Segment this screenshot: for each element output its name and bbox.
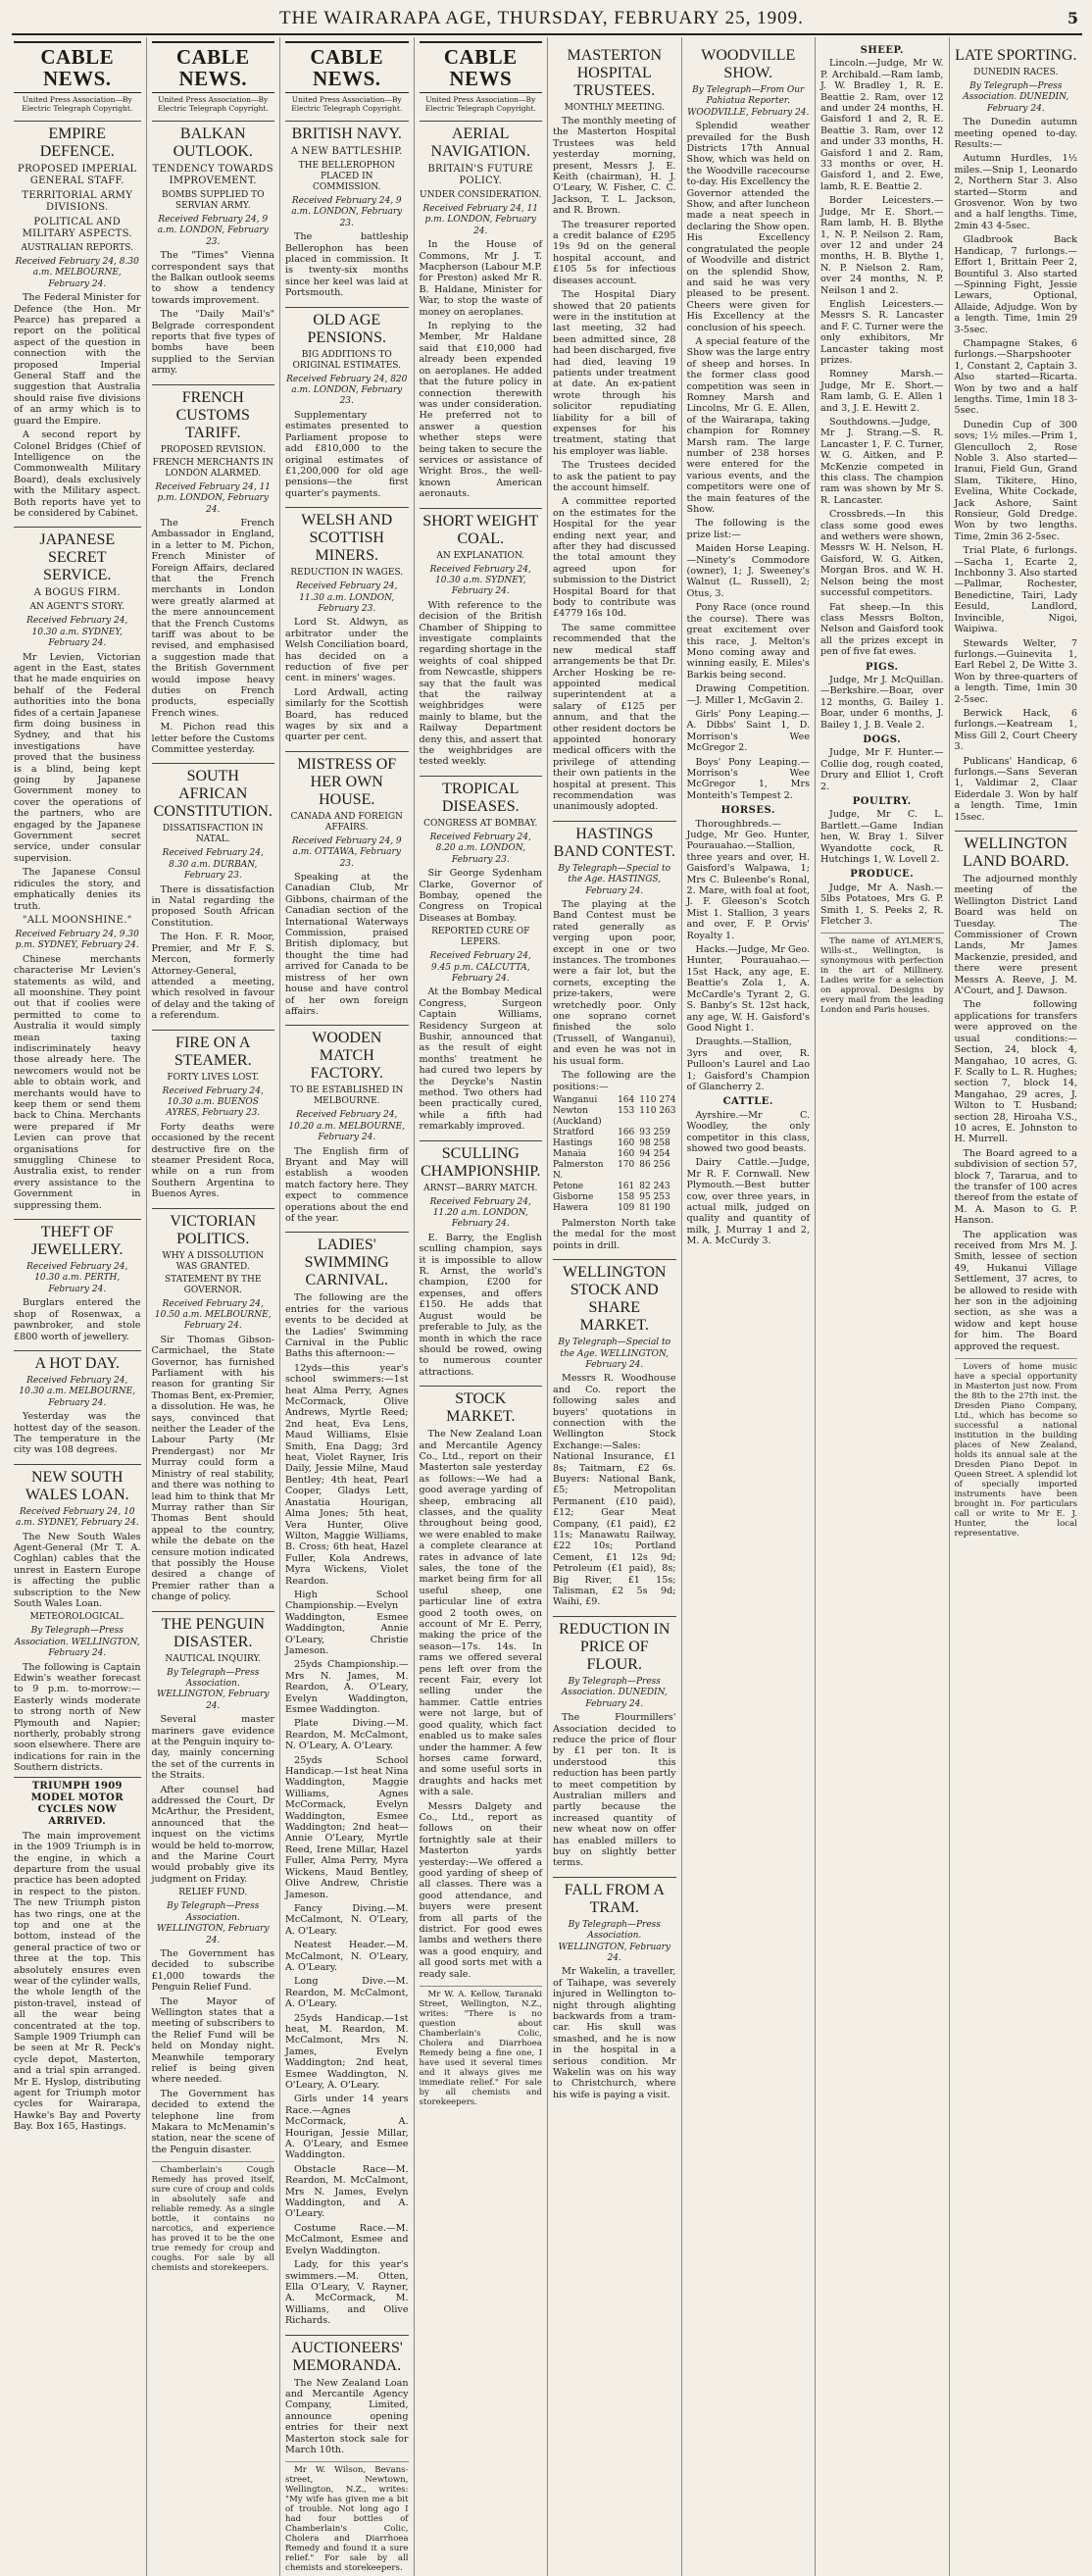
headline: FRENCH CUSTOMS TARIFF. <box>152 384 275 442</box>
dateline: Received February 24, 9 a.m. OTTAWA, February 23. <box>291 835 402 869</box>
table-cell-drill-total <box>639 1106 675 1128</box>
paragraph: 25yds Championship.—Mrs N. James, M. Reardon, A. O'Leary, Evelyn Waddington, Esmee Waddington. <box>285 1659 409 1715</box>
paragraph: A committee reported on the estimates for the Hospital for the year ending next year, and after they had discussed the total amount they agreed upon for submission to the District Hospital Board for that body to contribute was £4779 16s 10d. <box>553 496 676 620</box>
dateline: By Telegraph—Press Association. WELLINGTON, February 24. <box>14 1626 140 1659</box>
column-4 <box>414 37 548 2576</box>
dateline: By Telegraph—Press Association. WELLINGTON, February 24. <box>558 1919 670 1963</box>
headline: OLD AGE PENSIONS. <box>285 307 409 347</box>
dateline: By Telegraph—Press Association. DUNEDIN, February 24. <box>963 81 1069 114</box>
subheadline: TENDENCY TOWARDS IMPROVEMENT. <box>152 164 273 186</box>
subheadline: AUSTRALIAN REPORTS. <box>21 243 133 253</box>
paragraph: Judge, Mr A. Nash.—5lbs Potatoes, Mrs G. P. Smith 1, S. Peeks 2, R. Fletcher 3. <box>820 882 944 928</box>
paragraph: Several master mariners gave evidence at the Penguin inquiry to-day, mainly concerning the set of the currents in the Straits. <box>151 1714 274 1782</box>
table-cell-band: Palmerston N. <box>553 1159 604 1181</box>
headline: SOUTH AFRICAN CONSTITUTION. <box>152 763 275 821</box>
headline: FALL FROM A TRAM. <box>553 1877 676 1917</box>
table-cell-band: Hawera <box>553 1202 588 1213</box>
subheadline: METEOROLOGICAL. <box>29 1612 124 1623</box>
dateline: Received February 24, 10.30 a.m. SYDNEY, February 24. <box>26 616 128 649</box>
subheadline: A BOGUS FIRM. <box>33 587 121 599</box>
section-label: PRODUCE. <box>850 869 915 881</box>
paragraph: Stewards Welter, 7 furlongs.—Guinevita 1, Earl Rebel 2, De Witte 3. Won by three-quarters of a length. Time, 1min 30 2-5sec. <box>954 637 1077 705</box>
press-credit: United Press Association—By Electric Telegraph Copyright. <box>424 95 536 113</box>
dateline: Received February 24, 8.30 a.m. DURBAN, February 23. <box>162 848 264 882</box>
paragraph: Fat sheep.—In this class Messrs Bolton, Nelson and Gaisford took all the prizes except in pen of five fat ewes. <box>820 601 944 658</box>
paragraph: The application was received from Mrs M. J. Smith, lessee of section 49, Hukanui Village Settlement, 37 acres, to be allowed to reside with her son in the adjoining section, as she was a widow and kept house for him. The Board approved the request. <box>954 1229 1077 1352</box>
paragraph: Border Leicesters.—Judge, Mr E. Short.—Ram lamb, H. B. Blythe 1, N. P. Neilson 2. Ram, over 12 and under 24 months, H. B. Blythe 1, N. P. Nielson 2. Ram, over 24 months, N. P. Neilson 1 and 2. <box>820 195 944 296</box>
paragraph: English Leicesters.—Messrs S. R. Lancaster and F. C. Turner were the only exhibitors, Mr Lancaster taking most prizes. <box>820 298 944 366</box>
paragraph: 25yds School Handicap.—1st heat Nina Waddington, Maggie Williams, Agnes McCormack, Evelyn Waddington, Esmee Waddington; 2nd heat—Annie O'Leary, Myrtle Reed, Irene Millar, Hazel Fuller, Alma Perry, Myra Wickens, Maud Bentley, Olive Andrew, Christie Jameson. <box>285 1754 409 1900</box>
subheadline: CANADA AND FOREIGN AFFAIRS. <box>290 811 403 833</box>
paragraph: Ayrshire.—Mr C. Woodley, the only competitor in this class, showed two good beasts. <box>686 1109 810 1154</box>
dateline: Received February 24, 10.20 a.m. MELBOURNE, February 24. <box>288 1110 406 1143</box>
paragraph: The French Ambassador in England, in a letter to M. Pichon, French Minister of Foreign Affairs, declared that the French merchants in London were greatly alarmed at the mere announcement that the French Customs tariff was about to be revised, and emphasised a suggestion made that the British Government would impose heavy duties on French products, especially French wines. <box>151 517 274 719</box>
headline: HASTINGS BAND CONTEST. <box>553 821 676 861</box>
paragraph: Burglars entered the shop of Rosenwax, a pawnbroker, and stole £800 worth of jewellery. <box>14 1297 141 1342</box>
paragraph: The battleship Bellerophon has been placed in commission. It is twenty-six months since her keel was laid at Portsmouth. <box>285 231 409 299</box>
dateline: Received February 24, 10.30 a.m. MELBOURNE, February 24. <box>19 1375 136 1408</box>
headline: WOODVILLE SHOW. <box>701 47 796 81</box>
paragraph: Judge, Mr C. L. Bartlett.—Game Indian hen, W. Bray 1. Silver Wyandotte cock, R. Hutchings 1, W. Lovell 2. <box>820 809 944 866</box>
paragraph: The following is Captain Edwin's weather forecast to 9 p.m. to-morrow:—Easterly winds moderate to strong north of New Plymouth and Napier; northerly, probably strong soon elsewhere. There are indications for rain in the Southern districts. <box>14 1661 141 1774</box>
paragraph: The Government has decided to extend the telephone line from Makara to McMenamin's station, near the scene of the Penguin disaster. <box>151 2088 274 2155</box>
paragraph: Pony Race (once round the course). There was great excitement over this race, J. Melton's Mono coming away and winning easily, E. Miles's Barkis being second. <box>686 602 810 681</box>
table-cell-band: Manaia <box>553 1148 586 1159</box>
paragraph: Judge, Mr F. Hunter.—Collie dog, rough coated, Drury and Elliot 1, Croft 2. <box>820 747 944 792</box>
paragraph: Mr Levien, Victorian agent in the East, states that he made enquiries on behalf of the Federal authorities into the bona fides of a certain Japanese firm doing business in Sydney, and that his investigations have proved that the business is a blind, being kept going by Japanese Government money to cover the operations of the partners, who are engaged by the Japanese Government secret service, under consular supervision. <box>14 651 141 864</box>
paragraph: 12yds—this year's school swimmers:—1st heat Alma Perry, Agnes McCormack, Olive Andrews, Myrtle Reed; 2nd heat, Eva Lens, Maud Williams, Elsie Smith, Ena Dagg; 3rd heat, Violet Rayner, Iris Daily, Jessie Milne, Maud Bentley; 4th heat, Pearl Cooper, Gladys Lett, Anastatia Hourigan, Alma Jones; 5th heat, Vera Hunter, Olive Wilton, Maggie Williams, B. Cross; 6th heat, Hazel Fuller, Kola Andrews, Myra Wickens, Violet Reardon. <box>285 1362 409 1587</box>
paragraph: Sir George Sydenham Clarke, Governor of Bombay, opened the Congress on Tropical Diseases at Bombay. <box>419 868 542 924</box>
column-6 <box>681 37 816 2576</box>
paragraph: Trial Plate, 6 furlongs.—Sacha 1, Ecarte 2, Inchbonny 3. Also started—Pallmar, Rochester, Benedictine, Tairi, Lady Eesuld, Landlord, Invincible, Nigoi, Waipiwa. <box>954 545 1077 635</box>
subheadline: A NEW BATTLESHIP. <box>290 146 403 157</box>
paragraph: 25yds Handicap.—1st heat, M. Reardon, M. McCalmont, Mrs N. James, Evelyn Waddington; 2nd heat, Esmee Waddington, N. O'Leary, A. O'Leary. <box>285 2012 409 2091</box>
table-cell-points: 109 <box>618 1202 635 1213</box>
paragraph: Dairy Cattle.—Judge, Mr R. F. Cornwall. New Plymouth.—Best butter cow, over three years, in actual milk, judged on quality and quantity of milk, J. Murray 1 and 2, M. A. McCurdy 3. <box>686 1157 810 1247</box>
press-credit: United Press Association—By Electric Telegraph Copyright. <box>22 95 133 113</box>
paragraph: In replying to the Member, Mr Haldane said that £10,000 had already been expended on aeroplanes. He added that the future policy in connection therewith was under consideration. He preferred not to answer a question whether steps were being taken to secure the services or assistance of Wright Bros., the well-known American aeronauts. <box>419 321 542 500</box>
section-banner: CABLE NEWS. <box>152 41 275 93</box>
table-cell-points: 158 <box>618 1191 635 1202</box>
subheadline: AN EXPLANATION. <box>436 550 525 561</box>
paragraph: The following is the prize list:— <box>686 518 810 540</box>
paragraph: With reference to the decision of the British Chamber of Shipping to investigate complaints regarding shortage in the weights of coal shipped from Newcastle, shippers say that the fault was that the railway weighbridges were mainly to blame, but the Railway Department deny this, and assert that the weighbridges are tested weekly. <box>419 599 542 768</box>
subheadline: DUNEDIN RACES. <box>973 68 1059 77</box>
table-cell-total: 274 <box>659 1094 676 1105</box>
paragraph: Champagne Stakes, 6 furlongs.—Sharpshooter 1, Constant 2, Captain 3. Also started—Ricarta. Won by two and a half lengths. Time, 1min 18 3-5sec. <box>954 337 1077 417</box>
masthead <box>12 8 1082 35</box>
paragraph: After counsel had addressed the Court, Dr McArthur, the President, announced that the inquest on the victims would be held to-morrow, and the Marine Court would probably give its judgment on Friday. <box>151 1784 274 1885</box>
table-cell-band: Newton (Auckland) <box>553 1105 602 1127</box>
headline: WELSH AND SCOTTISH MINERS. <box>285 507 409 565</box>
section-label: PIGS. <box>865 661 899 673</box>
subheadline: "ALL MOONSHINE." <box>22 914 132 926</box>
paragraph: Crossbreds.—In this class some good ewes and wethers were shown, Messrs W. H. Nelson, H. Gaisford, W. G. Aitken, Morgan Bros. and W. H. Nelson being the most successful competitors. <box>820 509 944 599</box>
dateline: Received February 24, 9.30 p.m. SYDNEY, February 24. <box>15 929 139 951</box>
subheadline: NAUTICAL INQUIRY. <box>165 1653 262 1664</box>
headline: TRIUMPH 1909 MODEL MOTOR CYCLES NOW ARRIVED. <box>14 1777 141 1828</box>
headline: JAPANESE SECRET SERVICE. <box>14 527 141 584</box>
paragraph: Drawing Competition.—J. Miller 1, McGavin 2. <box>686 683 810 706</box>
paragraph: The Trustees decided to ask the patient to pay the account himself. <box>553 460 676 493</box>
dateline: Received February 24, 8.20 a.m. LONDON, February 23. <box>429 832 531 865</box>
table-cell-total: 259 <box>653 1127 670 1137</box>
table-cell-drill: 94 <box>639 1148 651 1159</box>
table-cell-drill: 110 <box>639 1105 657 1116</box>
paragraph: The Japanese Consul ridicules the story, and emphatically denies its truth. <box>14 867 141 912</box>
table-cell-drill-total <box>639 1138 675 1149</box>
subheadline: UNDER CONSIDERATION. <box>420 190 542 200</box>
paragraph: The monthly meeting of the Masterton Hospital Trustees was held yesterday morning, present, Messrs J. E. Keith (chairman), H. J. O'Leary, W. Fisher, C. C. Jackson, T. L. Jackson, and R. Brown. <box>553 116 676 217</box>
table-cell-drill-total <box>639 1095 675 1106</box>
table-cell-drill: 93 <box>639 1127 651 1137</box>
table-cell-points: 170 <box>618 1159 635 1170</box>
dateline: By Telegraph—From Our Pahiatua Reporter. WOODVILLE, February 24. <box>687 85 810 118</box>
paragraph: Berwick Hack, 6 furlongs.—Keatream 1, Miss Gill 2, Court Cheery 3. <box>954 707 1077 753</box>
paragraph: The main improvement in the 1909 Triumph is in the engine, in which a departure from the usual practice has been adopted in respect to the piston. The new Triumph piston has two rings, one at the top and one at the bottom, instead of the general practice of two or three at the top. This absolutely ensures even wear of the cylinder walls, the whole length of the piston-travel, instead of all the wear being concentrated at the top. Sample 1909 Triumph can be seen at Mr R. Peck's cycle depot, Masterton, and a trial spin arranged. Mr E. Hyslop, distributing agent for Triumph motor cycles for Wairarapa, Hawke's Bay and Poverty Bay. Box 165, Hastings. <box>14 1830 141 2133</box>
dateline: By Telegraph—Special to the Age. WELLINGTON, February 24. <box>558 1338 671 1370</box>
table-cell-band: Petone <box>553 1181 584 1191</box>
paragraph: The "Daily Mail's" Belgrade correspondent reports that five types of bombs have been supplied to the Servian army. <box>151 309 274 377</box>
section-label: SHEEP. <box>860 45 904 56</box>
paragraph: The English firm of Bryant and May will establish a wooden match factory here. They expect to commence operations about the end of the year. <box>285 1145 409 1224</box>
paragraph: The Dunedin autumn meeting opened to-day. Results:— <box>954 117 1077 151</box>
paragraph: Girls under 14 years Race.—Agnes McCormack, A. Hourigan, Jessie Millar, A. O'Leary, and Esmee Waddington. <box>285 2094 409 2161</box>
paragraph: Messrs R. Woodhouse and Co. report the following sales and buyers' quotations in connection with the Wellington Stock Exchange:—Sales: National Insurance, £1 8s; Taitmarn, £2 6s. Buyers: National Bank, £5; Metropolitan Permanent (£10 paid), £12; Gear Meat Company, (£1 paid), £2 11s; Manawatu Railway, £22 10s; Portland Cement, £1 12s 9d; Petroleum (£1 paid), 8s; Big River, £1 15s; Talisman, £2 5s 9d; Waihi, £9. <box>553 1373 676 1608</box>
paragraph: In the House of Commons, Mr J. T. Macpherson (Labour M.P. for Preston) asked Mr R. B. Haldane, Minister for War, to stop the waste of money on aeroplanes. <box>419 239 542 318</box>
table-cell-total: 258 <box>653 1137 670 1148</box>
paragraph: Publicans' Handicap, 6 furlongs.—Sans Severan 1, Valdimar 2, Claar Eiderdale 3. Won by half a length. Time, 1min 15sec. <box>954 755 1077 823</box>
subheadline: FORTY LIVES LOST. <box>167 1072 260 1083</box>
paragraph: Mr Wakelin, a traveller, of Taihape, was severely injured in Wellington to-night through alighting backwards from a tram-car. His skull was smashed, and he is now in the hospital in a serious condition. Mr Wakelin was on his way to Christchurch, where his wife is paying a visit. <box>553 1966 676 2100</box>
paragraph: Neatest Header.—M. McCalmont, N. O'Leary, A. O'Leary. <box>285 1940 409 1973</box>
dateline: Received February 24, 9.45 p.m. CALCUTTA, February 24. <box>429 951 531 984</box>
paragraph: A special feature of the Show was the large entry of sheep and horses. In the former class good competition was seen in Romney Marsh and Lincolns, Mr G. E. Allen, of the Wairarapa, taking champion for Romney Marsh ram. The large number of 238 horses were entered for the various events, and the competitors were one of the main features of the Show. <box>686 335 810 516</box>
paragraph: Sir Thomas Gibson-Carmichael, the State Governor, has furnished Parliament with his reason for granting Sir Thomas Bent, ex-Premier, a dissolution. He was, he says, convinced that neither the Leader of the Labour Party (Mr Prendergast) nor Mr Murray could form a Ministry of real stability, and there was nothing to lead him to think that Mr Murray rather than Sir Thomas Bent should appeal to the country, while the debate on the censure motion indicated that possibly the House desired a change of Premier rather than a change of policy. <box>151 1334 274 1603</box>
headline: A HOT DAY. <box>14 1350 141 1373</box>
paragraph: The Government has decided to subscribe £1,000 towards the Penguin Relief Fund. <box>151 1947 274 1994</box>
paragraph: The following are the positions:— <box>553 1070 676 1092</box>
table-cell-points: 166 <box>618 1127 635 1137</box>
paragraph: The New Zealand Loan and Mercantile Agency Company, Limited, announce opening entries for their next Masterton stock sale for March 10th. <box>285 2377 409 2455</box>
section-banner: CABLE NEWS <box>420 41 543 93</box>
dateline: Received February 24, 9 a.m. LONDON, February 23. <box>291 196 403 228</box>
paragraph: The treasurer reported a credit balance of £295 19s 9d on the general hospital account, and £105 5s for infectious diseases account. <box>553 219 676 286</box>
headline: WELLINGTON STOCK AND SHARE MARKET. <box>553 1259 676 1335</box>
paragraph: Plate Diving.—M. Reardon, M. McCalmont, N. O'Leary, A. O'Leary. <box>285 1718 409 1752</box>
table-cell-band: Wanganui <box>553 1094 598 1105</box>
paragraph: Messrs Dalgety and Co., Ltd., report as follows on their fortnightly sale at their Masterton yards yesterday:—We offered a good yarding of sheep of all classes. There was a good attendance, and buyers were present from all parts of the district. For good ewes lambs and wethers there was a good enquiry, and all good sorts met with a ready sale. <box>419 1800 542 1980</box>
dateline: Received February 24, 11 p.m. LONDON, February 24. <box>422 204 539 236</box>
subheadline: BIG ADDITIONS TO ORIGINAL ESTIMATES. <box>292 349 401 371</box>
table-cell-points: 161 <box>618 1181 635 1191</box>
headline: FIRE ON A STEAMER. <box>152 1030 275 1070</box>
table-cell-drill-total <box>639 1128 675 1138</box>
subheadline: TO BE ESTABLISHED IN MELBOURNE. <box>290 1086 404 1107</box>
subheadline: AN AGENT'S STORY. <box>29 602 125 613</box>
headline: EMPIRE DEFENCE. <box>14 121 141 161</box>
subheadline: DISSATISFACTION IN NATAL. <box>162 824 264 845</box>
paragraph: There is dissatisfaction in Natal regarding the proposed South African Constitution. <box>151 884 274 929</box>
advertisement: The name of AYLMER'S, Wills-st., Wellington, is synonymous with perfection in the art of Millinery. Ladies write for a selection on approval. Designs by every mail from the leading London and Paris houses. <box>820 933 944 1015</box>
paragraph: The New South Wales Agent-General (Mr T. A. Coghlan) cables that the unrest in Eastern Europe is affecting the public subscription to the New South Wales Loan. <box>14 1531 141 1609</box>
paragraph: Dunedin Cup of 300 sovs; 1½ miles.—Prim 1, Glenculloch 2, Rose Noble 3. Also started—Iranui, Field Gun, Grand Slam, Tikitere, Hino, Evelina, White Cockade, Jack Ashore, Saint Ronsieur, Gold Dredge. Won by two lengths. Time, 2min 36 2-5sec. <box>954 419 1077 542</box>
headline: STOCK MARKET. <box>420 1386 543 1426</box>
press-credit: United Press Association—By Electric Telegraph Copyright. <box>157 95 269 113</box>
headline: BALKAN OUTLOOK. <box>152 121 275 161</box>
section-label: HORSES. <box>720 805 775 817</box>
table-cell-points: 160 <box>618 1148 635 1159</box>
dateline: By Telegraph—Press Association. DUNEDIN, February 24. <box>561 1676 668 1709</box>
section-banner: CABLE NEWS. <box>14 41 141 93</box>
dateline: Received February 24, 10 a.m. SYDNEY, February 24. <box>15 1506 139 1529</box>
column-7 <box>815 37 949 2576</box>
section-label: POULTRY. <box>852 796 912 807</box>
section-label: CATTLE. <box>722 1096 773 1108</box>
dateline: By Telegraph—Press Association. WELLINGTON, February 24. <box>157 1667 270 1711</box>
paragraph: Autumn Hurdles, 1½ miles.—Snip 1, Leonardo 2, Northern Star 3. Also started—Storm and Grosvenor. Won by two and a half lengths. Time, 2min 43 4-5sec. <box>954 153 1077 231</box>
subheadline: POLITICAL AND MILITARY ASPECTS. <box>22 217 132 239</box>
subheadline: RELIEF FUND. <box>178 1888 248 1898</box>
table-cell-total: 256 <box>653 1159 670 1170</box>
paragraph: Romney Marsh.—Judge, Mr E. Short.—Ram lamb, G. E. Allen 1 and 3, J. E. Hewitt 2. <box>820 369 944 414</box>
advertisement: Lovers of home music have a special opportunity in Masterton just now. From the 8th to the 27th inst. the Dresden Piano Company, Ltd., which has become so successful a national institution in the building places of New Zealand, holds its annual sale at the Dresden Piano Depot in Queen Street. A splendid lot of specially imported instruments have been brought in. For particulars call or write to Mr E. J. Hunter, the local representative. <box>955 1358 1078 1539</box>
headline: WELLINGTON LAND BOARD. <box>955 831 1078 871</box>
subheadline: BRITAIN'S FUTURE POLICY. <box>427 164 534 186</box>
paragraph: Hacks.—Judge, Mr Geo. Hunter, Pourauahao.—15st Hack, any age, E. Beattie's Zola 1, A. McCardle's Tyrant 2, G. S. Banby's St. 12st hack, any age, W. H. Gaisford's Good Night 1. <box>686 944 810 1034</box>
table-cell-drill-total <box>639 1203 675 1214</box>
dateline: Received February 24, 11 p.m. LONDON, February 24. <box>155 481 272 515</box>
paragraph: Splendid weather prevailed for the Bush Districts 17th Annual Show, which was held on the Woodville racecourse to-day. His Excellency the Governor attended the Show, and after luncheon made a neat speech in declaring the Show open. His Excellency congratulated the people of Woodville and district on the splendid Show, and said he was very pleased to be present. Cheers were given for His Excellency at the conclusion of his speech. <box>686 121 810 333</box>
paragraph: Chinese merchants characterise Mr Levien's statements as wild, and all moonshine. They point out that if coolies were permitted to come to Australia it would simply mean taxing indiscriminately heavy those already here. The newcomers would not be able to obtain work, and merchants would have to keep them or send them back to China. Merchants were prepared if Mr Levien can prove that organisations for smuggling Chinese to Australia exist, to render every assistance to the Government in suppressing them. <box>14 953 141 1211</box>
paragraph: Costume Race.—M. McCalmont, Esmee and Evelyn Waddington. <box>285 2222 409 2256</box>
paragraph: The Flourmillers' Association decided to reduce the price of flour by £1 per ton. It is understood this reduction has been partly to meet competition by Australian millers and partly because the increased quantity of new wheat now on offer has enabled millers to buy on slightly better terms. <box>553 1712 676 1869</box>
table-cell-drill-total <box>639 1149 675 1160</box>
paragraph: Palmerston North take the medal for the most points in drill. <box>553 1217 676 1251</box>
headline: AERIAL NAVIGATION. <box>420 121 543 161</box>
masthead-title: THE WAIRARAPA AGE, THURSDAY, FEBRUARY 25, 1909. <box>279 8 804 28</box>
paragraph: Lincoln.—Judge, Mr W. P. Archibald.—Ram lamb, J. W. Bradley 1, R. E. Beattie 2. Ram, over 12 and under 24 months, H. Gaisford 1 and 2, R. E. Beattie 3. Ram, over 12 and under 33 months, H. Gaisford 1 and 2. Ram, 33 months or over, H. Gaisford 1, and 2. Ewe, lamb, R. E. Beattie 2. <box>820 58 944 192</box>
table-cell-drill: 110 <box>639 1094 657 1105</box>
column-2 <box>146 37 280 2576</box>
paragraph: The Board agreed to a subdivision of section 57, block 7, Tararua, and to the transfer of 100 acres thereof from the estate of M. A. Mason to G. P. Hanson. <box>954 1147 1077 1227</box>
table-cell-band: Stratford <box>553 1127 594 1137</box>
paragraph: Long Dive.—M. Reardon, M. McCalmont, A. O'Leary. <box>285 1976 409 2010</box>
headline: MISTRESS OF HER OWN HOUSE. <box>285 751 409 809</box>
table-cell-drill: 86 <box>639 1159 651 1170</box>
subheadline: PROPOSED IMPERIAL GENERAL STAFF. <box>18 164 137 186</box>
table-cell-total: 254 <box>653 1148 670 1159</box>
subheadline: FRENCH MERCHANTS IN LONDON ALARMED. <box>152 457 273 479</box>
dateline: Received February 24, 10.30 a.m. SYDNEY, February 24. <box>429 564 531 597</box>
table-cell-drill-total <box>639 1182 675 1192</box>
subheadline: TERRITORIAL ARMY DIVISIONS. <box>22 190 133 213</box>
table-cell-points: 153 <box>618 1105 635 1116</box>
headline: BRITISH NAVY. <box>285 121 409 143</box>
paragraph: Lord St. Aldwyn, as arbitrator under the Welsh Conciliation board, has decided on a reduction of five per cent. in miners' wages. <box>285 617 409 684</box>
paragraph: Maiden Horse Leaping.—Ninety's Commodore (owner), 1; J. Sweeney's Walnut (L. Russell), 2; Otus, 3. <box>686 543 810 599</box>
paragraph: Obstacle Race—M. Reardon, M. McCalmont, Mrs N. James, Evelyn Waddington, and A. O'Leary. <box>285 2163 409 2220</box>
paragraph: The adjourned monthly meeting of the Wellington District Land Board was held on Tuesday. The Commissioner of Crown Lands, Mr James Mackenzie, presided, and there were present Messrs A. Reeve, J. M. A'Court, and J. Dawson. <box>954 874 1077 997</box>
paragraph: Lady, for this year's swimmers.—M. Otten, Ella O'Leary, V. Rayner, A. McCormack, M. Williams, and Olive Richards. <box>285 2259 409 2327</box>
subheadline: PROPOSED REVISION. <box>160 444 266 455</box>
paragraph: M. Pichon read this letter before the Customs Committee yesterday. <box>151 722 274 756</box>
table-cell-drill: 98 <box>639 1137 651 1148</box>
subheadline: BOMBS SUPPLIED TO SERVIAN ARMY. <box>162 190 265 211</box>
paragraph: The Hon. F. R. Moor, Premier, and Mr F. S. Mercon, formerly Attorney-General, attended a meeting, which resolved in favour of delay and the taking of a referendum. <box>151 932 274 1022</box>
table-cell-total: 243 <box>653 1181 670 1191</box>
headline: THEFT OF JEWELLERY. <box>14 1219 141 1259</box>
subheadline: REDUCTION IN WAGES. <box>290 568 404 579</box>
paragraph: Gladbrook Back Handicap, 7 furlongs.—Effort 1, Brittain Peer 2, Bountiful 3. Also started—Spinning Fight, Jessie Lewars, Optional, Allaide, Adjudge. Won by a length. Time, 1min 29 3-5sec. <box>954 234 1077 335</box>
table-cell-points: 160 <box>618 1137 635 1148</box>
dateline: Received February 24, 9 a.m. LONDON, February 23. <box>157 215 269 247</box>
subheadline: MONTHLY MEETING. <box>564 103 665 113</box>
subheadline: WHY A DISSOLUTION WAS GRANTED. <box>162 1250 264 1272</box>
headline: SHORT WEIGHT COAL. <box>420 508 543 548</box>
paragraph: Boys' Pony Leaping.—Morrison's Wee McGregor 1, Mrs Monteith's Tempest 2. <box>686 756 810 801</box>
dateline: Received February 24, 8.30 a.m. MELBOURNE, February 24. <box>15 257 139 289</box>
table-cell-drill: 82 <box>639 1181 651 1191</box>
results-table <box>553 1095 676 1214</box>
table-cell-total: 263 <box>659 1105 676 1116</box>
paragraph: Thoroughbreds.—Judge, Mr Geo. Hunter, Pourauahao.—Stallion, three years and over, H. Gaisford's Walpawa, 1; Mrs C. Buleenbe's Ronal, 2. Mare, with foal at foot, J. F. Gleeson's Scotch Mist 1. Stallion, 3 years and over, F. P. Orvis' Royalty 1. <box>686 818 810 941</box>
headline: REDUCTION IN PRICE OF FLOUR. <box>553 1616 676 1674</box>
paragraph: Southdowns.—Judge, Mr J. Strang.—S. R. Lancaster 1, F. C. Turner, W. G. Aitken, and P. McKenzie competed in this class. The champion ram was shown by Mr S. R. Lancaster. <box>820 417 944 506</box>
dateline: Received February 24, 820 a.m. LONDON, February 23. <box>286 374 408 407</box>
dateline: Received February 24, 10.50 a.m. MELBOURNE, February 24. <box>154 1298 272 1332</box>
paragraph: The same committee recommended that the new medical staff arrangements be that Dr. Archer Hosking be re-appointed medical superintendent at a salary of £125 per annum, and that the other resident doctors be appointed honorary medical officers with the privilege of attending their own patients in the hospital at present. This recommendation was unanimously adopted. <box>553 622 676 813</box>
dateline: Received February 24, 11.30 a.m. LONDON, February 23. <box>296 581 398 614</box>
paragraph: Lord Ardwall, acting similarly for the Scottish Board, has reduced wages by six and a quarter per cent. <box>285 686 409 743</box>
table-cell-drill-total <box>639 1160 675 1182</box>
paragraph: Fancy Diving.—M. McCalmont, N. O'Leary, A. O'Leary. <box>285 1902 409 1937</box>
paragraph: Girls' Pony Leaping.—A. Dibbs' Saint 1, D. Morrison's Wee McGregor 2. <box>686 708 810 754</box>
paragraph: E. Barry, the English sculling champion, says it is impossible to allow R. Arnst, the world's champion, £200 for expenses, and offers £150. He adds that August would be preferable to July, as the month in which the race should be rowed, owing to numerous counter attractions. <box>419 1232 542 1378</box>
column-1 <box>12 37 146 2576</box>
table-cell-total: 253 <box>653 1191 670 1202</box>
headline: THE PENGUIN DISASTER. <box>152 1611 275 1651</box>
paragraph: Speaking at the Canadian Club, Mr Gibbons, chairman of the Canadian section of the International Waterways Commission, praised British diplomacy, but thought the time had arrived for Canada to be mistress of her own house and have control of her own foreign affairs. <box>285 872 409 1017</box>
headline: LADIES' SWIMMING CARNIVAL. <box>285 1232 409 1289</box>
dateline: Received February 24, 10.30 a.m. PERTH, February 24. <box>26 1262 128 1294</box>
headline: MASTERTON HOSPITAL TRUSTEES. <box>567 47 663 99</box>
subheadline: REPORTED CURE OF LEPERS. <box>431 927 530 948</box>
paragraph: The Federal Minister for Defence (the Hon. Mr Pearce) has prepared a report on the political aspect of the question in connection with the proposed Imperial General Staff and the suggestion that Australia should raise five divisions of an army which is to guard the Empire. <box>14 292 141 427</box>
table-cell-band: Hastings <box>553 1137 593 1148</box>
headline: VICTORIAN POLITICS. <box>152 1208 275 1248</box>
section-label: DOGS. <box>863 733 902 745</box>
paragraph: Forty deaths were occasioned by the recent destructive fire on the steamer President Roca, while on a run from Southern Argentina to Buenos Ayres. <box>151 1121 274 1200</box>
table-cell-drill: 95 <box>639 1191 651 1202</box>
headline: WOODEN MATCH FACTORY. <box>285 1025 409 1083</box>
paragraph: The Mayor of Wellington states that a meeting of subscribers to the Relief Fund will be held on Monday night. Meanwhile temporary relief is being given where needed. <box>151 1995 274 2086</box>
table-cell-total: 190 <box>653 1202 670 1213</box>
subheadline: CONGRESS AT BOMBAY. <box>423 818 538 829</box>
dateline: By Telegraph—Special to the Age. HASTINGS, February 24. <box>558 863 671 896</box>
subheadline: ARNST—BARRY MATCH. <box>423 1183 538 1193</box>
headline: NEW SOUTH WALES LOAN. <box>14 1464 141 1504</box>
table-cell-points: 164 <box>618 1094 635 1105</box>
paragraph: Yesterday was the hottest day of the season. The temperature in the city was 108 degrees. <box>14 1411 141 1456</box>
paragraph: The Hospital Diary showed that 20 patients were in the institution at last meeting, 32 had been admitted since, 28 had been discharged, five had died, leaving 19 patients under treatment at date. An ex-patient wrote through his solicitor repudiating liability for a bill of expenses for his treatment, stating that his employer was liable. <box>553 289 676 457</box>
paragraph: At the Bombay Medical Congress, Surgeon Captain Williams, Residency Surgeon at Bushir, announced that as the result of eight months' treatment he had cured two lepers by the Deycke's Nastin method. Two others had been practically cured, while a fifth had remarkably improved. <box>419 986 542 1133</box>
paragraph: The following applications for transfers were approved on the usual conditions:—Section, 24, block 4, Mangahao, 10 acres, G. F. Scally to L. R. Hughes; section 7, block 14, Mangahao, 29 acres, J. Wilton to T. Husband; section 28, Hiroaha V.S., 10 acres, E. Johnston to H. Murrell. <box>954 999 1077 1145</box>
table-cell-drill: 81 <box>639 1202 651 1213</box>
paragraph: Supplementary estimates presented to Parliament propose to add £810,000 to the original estimates of £1,200,000 for old age pensions—the first quarter's payments. <box>285 409 409 499</box>
section-banner: CABLE NEWS. <box>285 41 409 93</box>
table-cell-band: Gisborne <box>553 1191 594 1202</box>
paragraph: The New Zealand Loan and Mercantile Agency Co., Ltd., report on their Masterton sale yesterday as follows:—We had a good average yarding of sheep, embracing all classes, and the quality throughout being good, we were enabled to make a complete clearance at rates in advance of late sales, the tone of the market being firm for all useful sheep, one particular line of extra good 2 tooth owes, on account of Mr E. Perry, making the price of the season—17s. 14s. In rams we offered several pens left over from the recent Fair, every lot selling under the hammer. Cattle entries were not large, but of good quality, which fact enabled us to make sales under the hammer. A few horses came forward, and some useful sorts in draughts and hacks met with a sale. <box>419 1429 542 1798</box>
advertisement: Mr W. A. Kellow, Taranaki Street, Wellington, N.Z., writes: "There is no question about Chamberlain's Colic, Cholera and Diarrhoea Remedy being a fine one, I have used it several times and it always gives me immediate relief." For sale by all chemists and storekeepers. <box>420 1986 543 2107</box>
headline: TROPICAL DISEASES. <box>420 776 543 816</box>
advertisement: Chamberlain's Cough Remedy has proved itself, sure cure of croup and colds in absolutely safe and reliable remedy. As a single bottle, it contains no narcotics, and experience has proved it to be the one true remedy for croup and coughs. For sale by all chemists and storekeepers. <box>152 2161 275 2273</box>
dateline: Received February 24, 10.30 a.m. BUENOS AYRES, February 23. <box>162 1086 264 1119</box>
page-number: 5 <box>1067 9 1078 27</box>
subheadline: THE BELLEROPHON PLACED IN COMMISSION. <box>298 161 395 192</box>
headline: SCULLING CHAMPIONSHIP. <box>420 1140 543 1181</box>
paragraph: The playing at the Band Contest must be rated generally as verging upon poor, except in one or two instances. The trombones were a fair lot, but the cornets, excepting the prize-takers, were wretchedly poor. Only one soprano cornet finished the solo (Trussell, of Wanganui), and even he was not in his usual form. <box>553 899 676 1067</box>
table-cell-drill-total <box>639 1192 675 1203</box>
advertisement: Mr W. Wilson, Bevans-street, Newtown, Wellington, N.Z., writes: "My wife has given me a bit of trouble. Not long ago I had four bottles of Chamberlain's Colic, Cholera and Diarrhoea Remedy and found it a sure relief." For sale by all chemists and storekeepers. <box>285 2461 409 2573</box>
dateline: Received February 24, 11.20 a.m. LONDON, February 24. <box>429 1196 531 1230</box>
paragraph: The following are the entries for the various events to be decided at the Ladies' Swimming Carnival in the Public Baths this afternoon:— <box>285 1292 409 1360</box>
column-5 <box>547 37 681 2576</box>
column-8 <box>949 37 1083 2576</box>
paragraph: A second report by Colonel Bridges (Chief of Intelligence on the Commonwealth Military Board), deals exclusively with the Military aspect. Both reports have yet to be considered by Cabinet. <box>14 429 141 519</box>
column-grid <box>12 37 1082 2574</box>
headline: LATE SPORTING. <box>955 47 1077 64</box>
paragraph: The "Times" Vienna correspondent says that the Balkan outlook seems to show a tendency towards improvement. <box>151 250 274 306</box>
paragraph: High School Championship.—Evelyn Waddington, Esmee Waddington, Annie O'Leary, Christie Jameson. <box>285 1589 409 1656</box>
subheadline: STATEMENT BY THE GOVERNOR. <box>165 1274 262 1295</box>
headline: AUCTIONEERS' MEMORANDA. <box>285 2335 409 2375</box>
paragraph: Judge, Mr J. McQuillan.—Berkshire.—Boar, over 12 months, G. Bailey 1. Boar, under 6 months, J. Bailey 1, J. B. Veale 2. <box>820 674 944 731</box>
paragraph: Draughts.—Stallion, 3yrs and over, R. Pulloon's Laurel and Lao 1; Gaisford's Champion of Glancherry 2. <box>686 1036 810 1092</box>
dateline: By Telegraph—Press Association. WELLINGTON, February 24. <box>157 1901 270 1945</box>
press-credit: United Press Association—By Electric Telegraph Copyright. <box>291 95 403 113</box>
column-3 <box>279 37 414 2576</box>
